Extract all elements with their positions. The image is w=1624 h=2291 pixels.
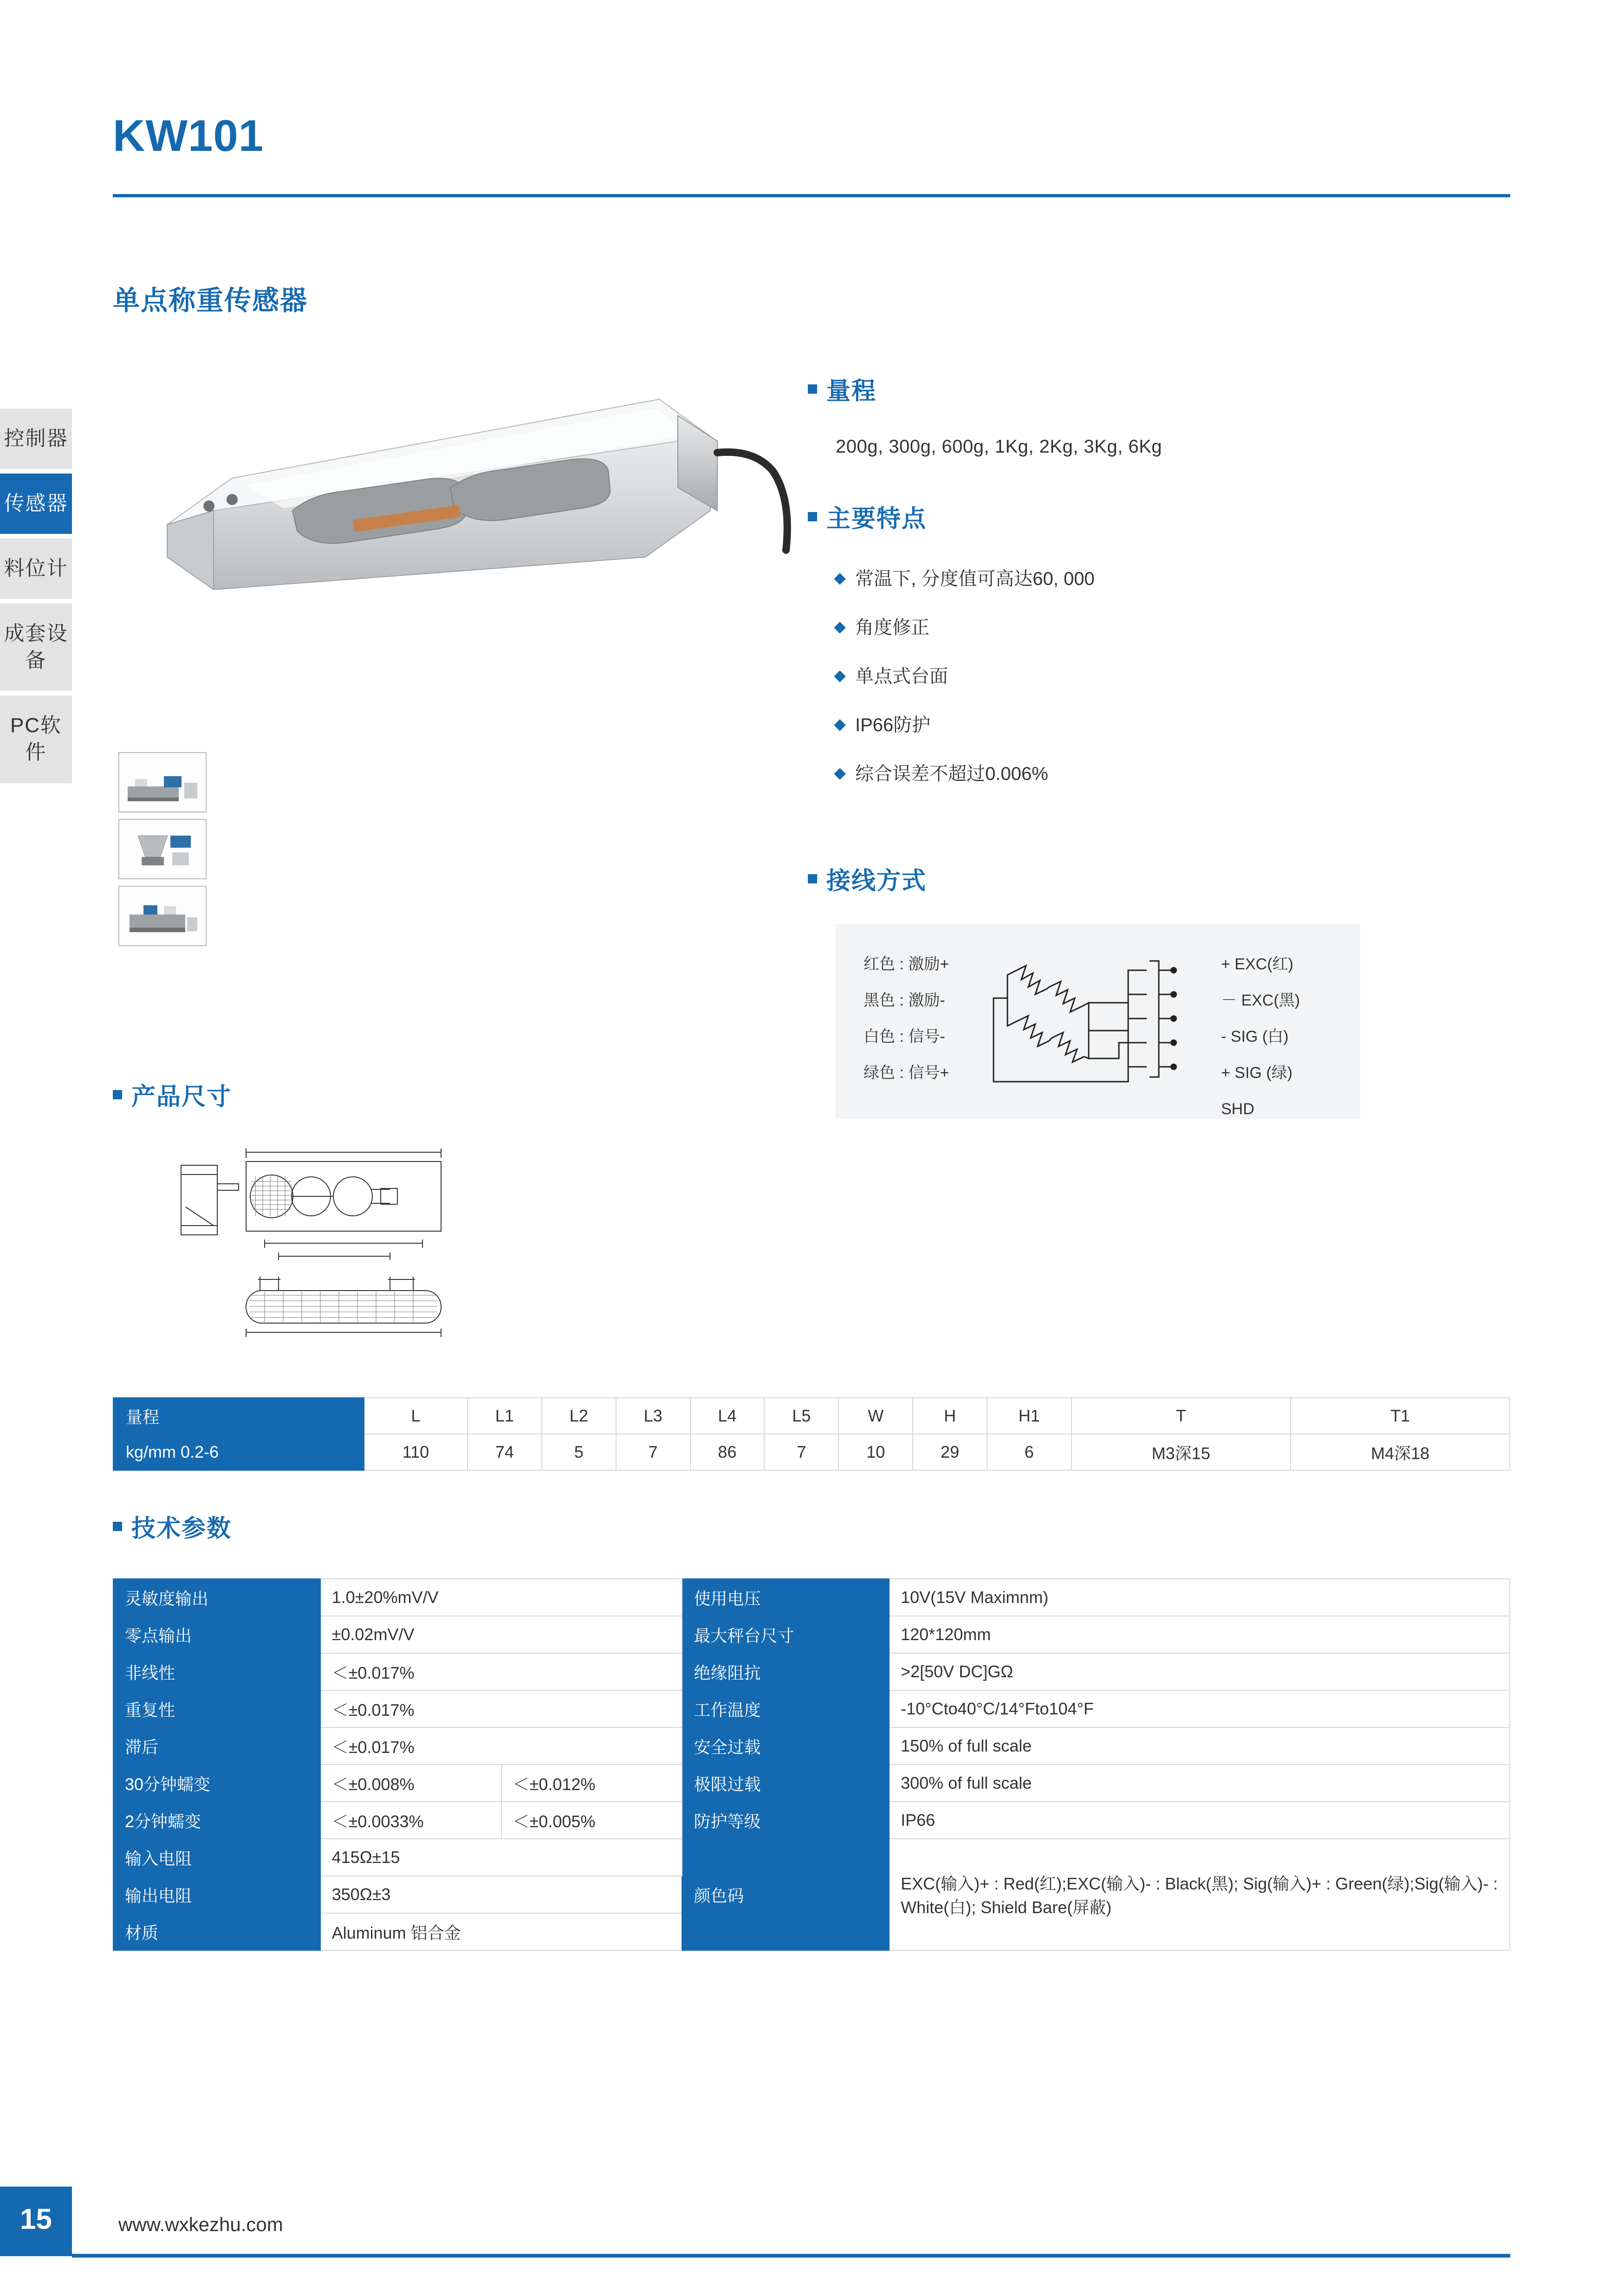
diamond-bullet-icon bbox=[834, 622, 845, 633]
section-heading-wiring: 接线方式 bbox=[808, 861, 927, 896]
dim-header: T bbox=[1072, 1398, 1291, 1434]
terminal-label: - SIG (白) bbox=[1221, 1028, 1289, 1045]
dim-header: L bbox=[364, 1398, 468, 1434]
dim-value: 6 bbox=[987, 1434, 1072, 1470]
spec-value: 415Ω±15 bbox=[320, 1839, 682, 1876]
spec-value: ＜±0.017% bbox=[320, 1690, 682, 1727]
table-row bbox=[113, 1690, 1510, 1727]
page-title: KW101 bbox=[113, 111, 264, 161]
dim-value: 5 bbox=[542, 1434, 616, 1470]
terminal-label: SHD bbox=[1221, 1100, 1254, 1118]
spec-key: 30分钟蠕变 bbox=[113, 1765, 320, 1802]
spec-key: 绝缘阻抗 bbox=[682, 1653, 889, 1690]
dim-value: 7 bbox=[616, 1434, 690, 1470]
feature-list bbox=[836, 564, 1095, 808]
range-values: 200g, 300g, 600g, 1Kg, 2Kg, 3Kg, 6Kg bbox=[836, 436, 1162, 457]
bridge-circuit-icon bbox=[989, 942, 1230, 1100]
sidebar-item-label: 控制器 bbox=[4, 427, 68, 450]
spec-key: 防护等级 bbox=[682, 1802, 889, 1839]
page-number: 15 bbox=[20, 2203, 52, 2235]
terminal-label: + EXC(红) bbox=[1221, 955, 1293, 973]
sidebar-item-label: 成套设备 bbox=[4, 622, 68, 672]
table-row bbox=[113, 1839, 1510, 1876]
spec-key: 最大秤台尺寸 bbox=[682, 1616, 889, 1653]
dim-header: H bbox=[913, 1398, 987, 1434]
table-row bbox=[113, 1434, 1510, 1470]
wiring-left-labels bbox=[864, 946, 949, 1091]
sidebar-item-label: PC软件 bbox=[10, 714, 62, 764]
spec-key: 非线性 bbox=[113, 1653, 320, 1690]
footer-divider bbox=[72, 2254, 1510, 2258]
dim-value: M4深18 bbox=[1291, 1434, 1510, 1470]
dim-value: 74 bbox=[468, 1434, 542, 1470]
list-item: 单点式台面 bbox=[836, 662, 1095, 688]
spec-value: 350Ω±3 bbox=[320, 1876, 682, 1913]
spec-value: ±0.02mV/V bbox=[320, 1616, 682, 1653]
sidebar-item-complete-equipment[interactable] bbox=[0, 604, 72, 691]
section-heading-features: 主要特点 bbox=[808, 499, 927, 534]
thumbnail-strip bbox=[118, 752, 207, 953]
dim-header: H1 bbox=[987, 1398, 1072, 1434]
sidebar-item-level-meter[interactable] bbox=[0, 539, 72, 599]
spec-key: 工作温度 bbox=[682, 1690, 889, 1727]
spec-value-alt: ＜±0.005% bbox=[501, 1802, 682, 1839]
table-row bbox=[113, 1398, 1510, 1434]
spec-key: 使用电压 bbox=[682, 1579, 889, 1616]
spec-value: 150% of full scale bbox=[889, 1727, 1510, 1765]
spec-value: ＜±0.017% bbox=[320, 1727, 682, 1765]
product-subtitle: 单点称重传感器 bbox=[113, 286, 308, 316]
spec-key: 安全过载 bbox=[682, 1727, 889, 1765]
spec-value: -10°Cto40°C/14°Fto104°F bbox=[889, 1690, 1510, 1727]
wiring-right-labels bbox=[1221, 946, 1300, 1127]
table-row bbox=[113, 1765, 1510, 1802]
sidebar-item-pc-software[interactable] bbox=[0, 695, 72, 783]
spec-key: 极限过载 bbox=[682, 1765, 889, 1802]
spec-value: 1.0±20%mV/V bbox=[320, 1579, 682, 1616]
dim-header: L2 bbox=[542, 1398, 616, 1434]
spec-value: 10V(15V Maximnm) bbox=[889, 1579, 1510, 1616]
wire-label: 黑色 : 激励- bbox=[864, 992, 945, 1009]
terminal-label: + SIG (绿) bbox=[1221, 1064, 1293, 1082]
diamond-bullet-icon bbox=[834, 670, 845, 682]
terminal-label: － EXC(黑) bbox=[1221, 992, 1300, 1009]
diamond-bullet-icon bbox=[834, 719, 845, 731]
footer-url[interactable]: www.wxkezhu.com bbox=[118, 2213, 283, 2235]
spec-key: 输入电阻 bbox=[113, 1839, 320, 1876]
spec-value: 120*120mm bbox=[889, 1616, 1510, 1653]
wire-label: 白色 : 信号- bbox=[864, 1028, 945, 1045]
thumbnail-3[interactable] bbox=[118, 886, 207, 946]
section-heading-tech: 技术参数 bbox=[113, 1509, 232, 1544]
list-item: IP66防护 bbox=[836, 710, 1095, 737]
dim-header: L5 bbox=[764, 1398, 838, 1434]
spec-value: >2[50V DC]GΩ bbox=[889, 1653, 1510, 1690]
dim-value: 7 bbox=[764, 1434, 838, 1470]
spec-value: Aluminum 铝合金 bbox=[320, 1913, 682, 1950]
dim-header-range: 量程 bbox=[113, 1398, 364, 1434]
dim-value: 86 bbox=[690, 1434, 765, 1470]
sidebar-item-sensor[interactable] bbox=[0, 474, 72, 534]
dim-header: L3 bbox=[616, 1398, 690, 1434]
spec-key: 材质 bbox=[113, 1913, 320, 1950]
spec-value: ＜±0.008% bbox=[320, 1765, 501, 1802]
spec-value: ＜±0.0033% bbox=[320, 1802, 501, 1839]
spec-key: 灵敏度输出 bbox=[113, 1579, 320, 1616]
product-photo bbox=[153, 371, 794, 659]
list-item: 角度修正 bbox=[836, 613, 1095, 639]
spec-value: ＜±0.017% bbox=[320, 1653, 682, 1690]
dim-header: W bbox=[838, 1398, 913, 1434]
spec-value: EXC(输入)+ : Red(红);EXC(输入)- : Black(黑); Sig(输入)+ : Green(绿);Sig(输入)- : White(白); Shield Bare(屏蔽) bbox=[889, 1839, 1510, 1950]
wire-label: 绿色 : 信号+ bbox=[864, 1064, 949, 1082]
diamond-bullet-icon bbox=[834, 768, 845, 779]
spec-value: IP66 bbox=[889, 1802, 1510, 1839]
table-row bbox=[113, 1802, 1510, 1839]
dim-header: T1 bbox=[1291, 1398, 1510, 1434]
spec-key: 2分钟蠕变 bbox=[113, 1802, 320, 1839]
section-heading-range: 量程 bbox=[808, 371, 877, 406]
list-item: 综合误差不超过0.006% bbox=[836, 759, 1095, 785]
wire-label: 红色 : 激励+ bbox=[864, 955, 949, 973]
spec-key: 零点输出 bbox=[113, 1616, 320, 1653]
dim-value: M3深15 bbox=[1072, 1434, 1291, 1470]
spec-table bbox=[113, 1578, 1510, 1951]
section-heading-dimensions: 产品尺寸 bbox=[113, 1077, 232, 1112]
spec-value: 300% of full scale bbox=[889, 1765, 1510, 1802]
spec-key: 颜色码 bbox=[682, 1839, 889, 1950]
bullet-square-icon bbox=[808, 384, 817, 394]
dim-header: L4 bbox=[690, 1398, 765, 1434]
sidebar bbox=[0, 409, 72, 788]
dim-value: 10 bbox=[838, 1434, 913, 1470]
bullet-square-icon bbox=[808, 512, 817, 521]
title-divider bbox=[113, 194, 1510, 197]
spec-key: 输出电阻 bbox=[113, 1876, 320, 1913]
table-row bbox=[113, 1616, 1510, 1653]
thumbnail-2[interactable] bbox=[118, 819, 207, 879]
sidebar-item-label: 传感器 bbox=[4, 492, 68, 515]
bullet-square-icon bbox=[808, 874, 817, 883]
table-row bbox=[113, 1727, 1510, 1765]
bullet-square-icon bbox=[113, 1522, 122, 1531]
dim-row-label: kg/mm 0.2-6 bbox=[113, 1434, 364, 1470]
dim-value: 29 bbox=[913, 1434, 987, 1470]
spec-value-alt: ＜±0.012% bbox=[501, 1765, 682, 1802]
diamond-bullet-icon bbox=[834, 573, 845, 584]
table-row bbox=[113, 1579, 1510, 1616]
list-item: 常温下, 分度值可高达60, 000 bbox=[836, 564, 1095, 591]
spec-key: 滞后 bbox=[113, 1727, 320, 1765]
dim-header: L1 bbox=[468, 1398, 542, 1434]
wiring-diagram bbox=[836, 924, 1360, 1119]
dimension-drawing bbox=[172, 1137, 543, 1356]
sidebar-item-label: 料位计 bbox=[4, 557, 68, 580]
spec-key: 重复性 bbox=[113, 1690, 320, 1727]
dimension-table bbox=[113, 1397, 1510, 1471]
dim-value: 110 bbox=[364, 1434, 468, 1470]
bullet-square-icon bbox=[113, 1090, 122, 1099]
thumbnail-1[interactable] bbox=[118, 752, 207, 812]
sidebar-item-controller[interactable] bbox=[0, 409, 72, 469]
table-row bbox=[113, 1653, 1510, 1690]
